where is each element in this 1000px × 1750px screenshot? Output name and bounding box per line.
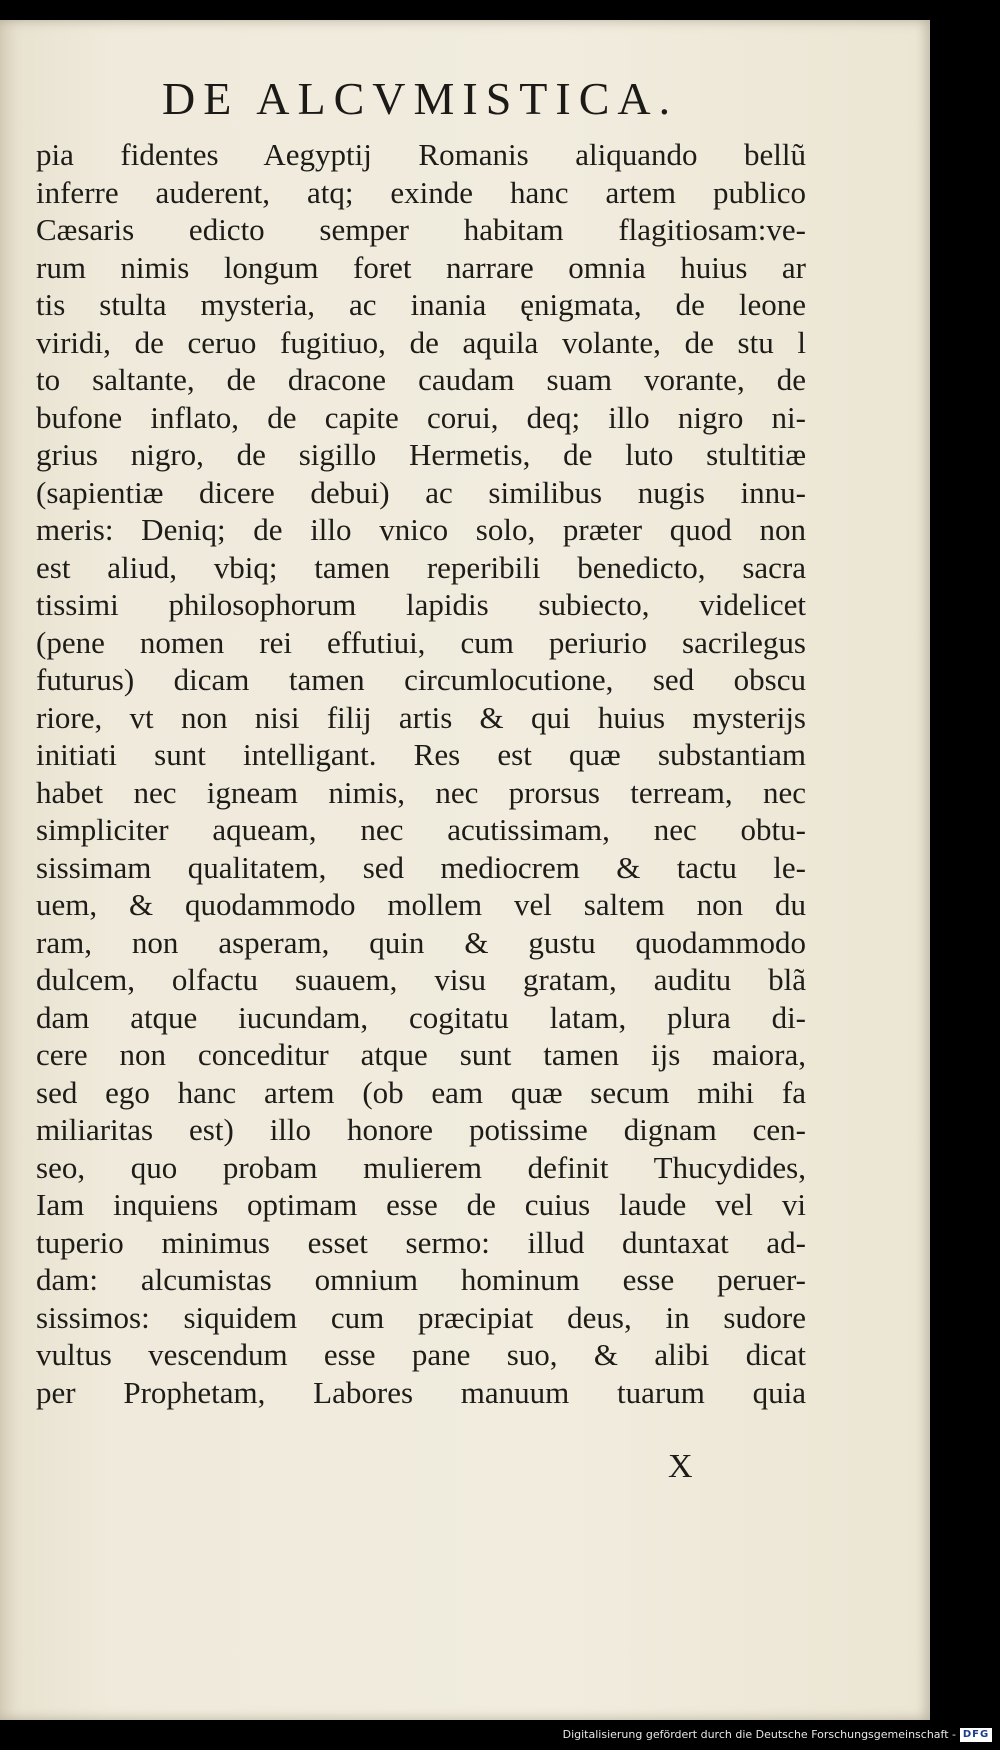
text-line: sissimos: siquidem cum præcipiat deus, in sudore (36, 1299, 806, 1335)
text-line: vultus vescendum esse pane suo, & alibi dicat (36, 1337, 806, 1372)
text-line: habet nec igneam nimis, nec prorsus terream, nec (36, 774, 806, 810)
book-page (0, 20, 930, 1720)
text-line: rum nimis longum foret narrare omnia huius ar (36, 249, 806, 285)
text-line: bufone inflato, de capite corui, deq; illo nigro ni- (36, 399, 806, 435)
text-line: dam atque iucundam, cogitatu latam, plura di- (36, 999, 806, 1035)
text-line: meris: Deniq; de illo vnico solo, præter quod non (36, 512, 806, 547)
text-line: seo, quo probam mulierem definit Thucydides, (36, 1149, 806, 1185)
body-text (36, 136, 806, 1411)
text-line: Iam inquiens optimam esse de cuius laude vel vi (36, 1187, 806, 1222)
text-line: dam: alcumistas omnium hominum esse peruer- (36, 1262, 806, 1297)
dfg-logo-icon: DFG (960, 1728, 992, 1742)
text-line: sed ego hanc artem (ob eam quæ secum mihi fa (36, 1074, 806, 1110)
text-line: est aliud, vbiq; tamen reperibili benedicto, sacra (36, 549, 806, 585)
funding-credit: Digitalisierung gefördert durch die Deutsche Forschungsgemeinschaft - (562, 1728, 956, 1741)
text-line: simpliciter aqueam, nec acutissimam, nec obtu- (36, 812, 806, 847)
text-line: dulcem, olfactu suauem, visu gratam, auditu blã (36, 962, 806, 997)
text-line: grius nigro, de sigillo Hermetis, de luto stultitiæ (36, 437, 806, 472)
text-line: tuperio minimus esset sermo: illud duntaxat ad- (36, 1224, 806, 1260)
running-head: DE ALCVMISTICA. (162, 73, 679, 124)
text-line: sissimam qualitatem, sed mediocrem & tactu le- (36, 849, 806, 885)
text-line: pia fidentes Aegyptij Romanis aliquando bellũ (36, 137, 806, 172)
text-line: to saltante, de dracone caudam suam vorante, de (36, 362, 806, 397)
text-line: (pene nomen rei effutiui, cum periurio sacrilegus (36, 624, 806, 660)
text-line: miliaritas est) illo honore potissime dignam cen- (36, 1112, 806, 1147)
text-line: tissimi philosophorum lapidis subiecto, videlicet (36, 587, 806, 622)
text-line: tis stulta mysteria, ac inania ęnigmata, de leone (36, 287, 806, 322)
text-line: cere non conceditur atque sunt tamen ijs maiora, (36, 1037, 806, 1072)
text-line: initiati sunt intelligant. Res est quæ substantiam (36, 737, 806, 772)
catchword: X (668, 1448, 693, 1485)
text-line: inferre auderent, atq; exinde hanc artem publico (36, 174, 806, 210)
text-line: (sapientiæ dicere debui) ac similibus nugis innu- (36, 474, 806, 510)
text-line: Cæsaris edicto semper habitam flagitiosam:ve- (36, 212, 806, 247)
text-line: uem, & quodammodo mollem vel saltem non du (36, 887, 806, 922)
text-line: per Prophetam, Labores manuum tuarum quia (36, 1374, 806, 1410)
text-line: ram, non asperam, quin & gustu quodammodo (36, 924, 806, 960)
text-line: riore, vt non nisi filij artis & qui huius mysterijs (36, 699, 806, 735)
footer-bar (0, 1722, 1000, 1750)
text-line: viridi, de ceruo fugitiuo, de aquila volante, de stu l (36, 324, 806, 360)
text-line: futurus) dicam tamen circumlocutione, sed obscu (36, 662, 806, 697)
